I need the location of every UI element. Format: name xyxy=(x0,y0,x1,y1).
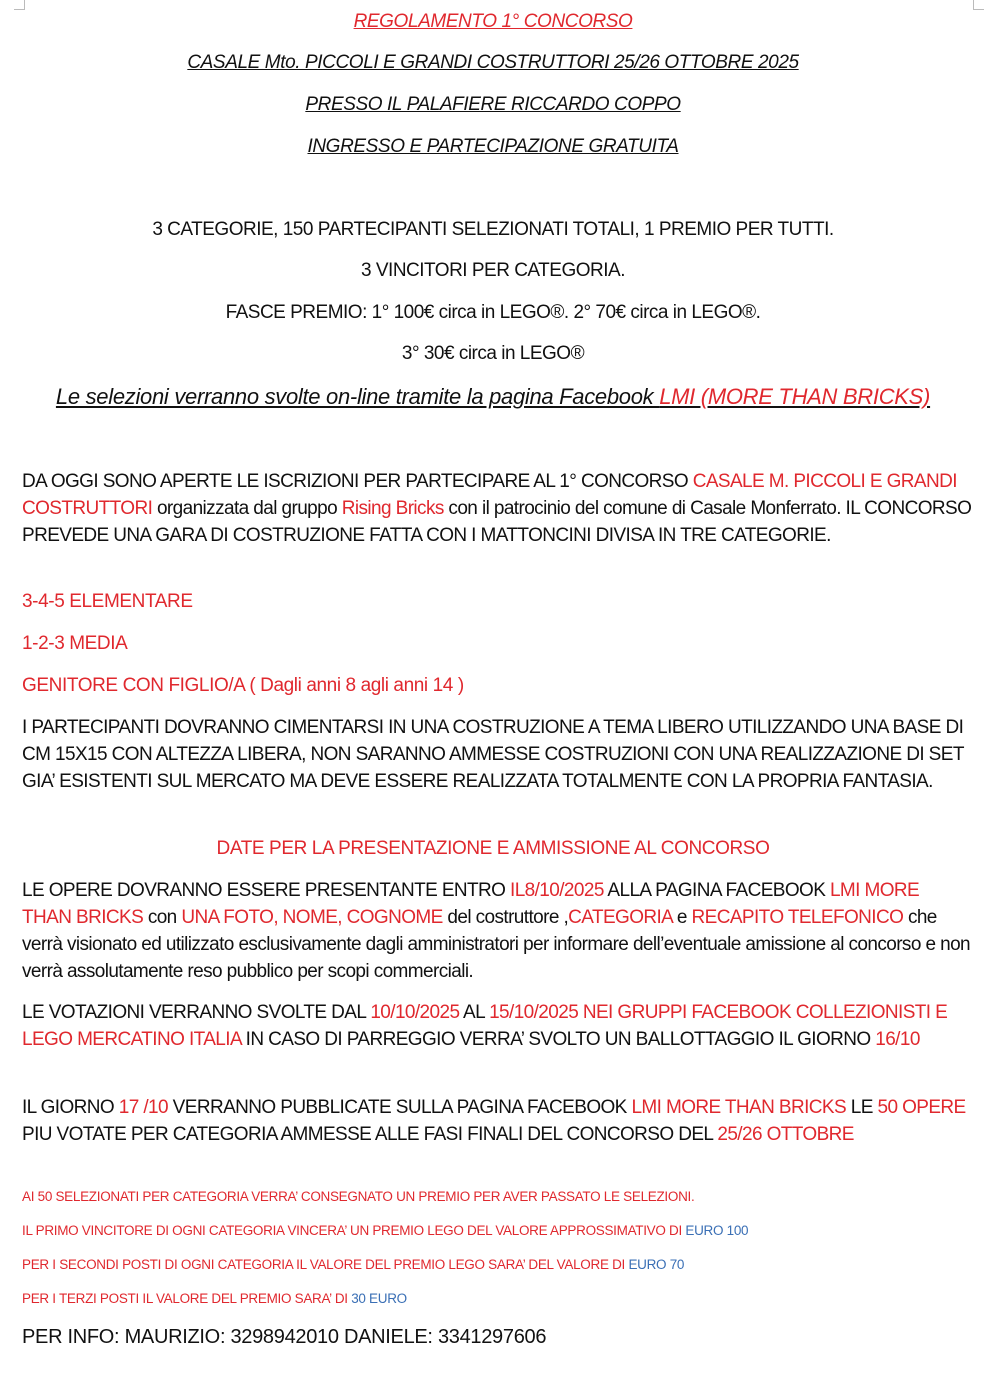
organizer-name: Rising Bricks xyxy=(341,498,444,519)
publication-text-2: VERRANNO PUBBLICATE SULLA PAGINA FACEBOOK xyxy=(168,1097,632,1118)
submission-paragraph xyxy=(22,877,972,985)
summary-prize-bands: FASCE PREMIO: 1° 100€ circa in LEGO®. 2° 70€ circa in LEGO®. xyxy=(225,302,761,323)
runoff-date: 16/10 xyxy=(875,1029,920,1050)
prize-third-text: PER I TERZI POSTI IL VALORE DEL PREMIO SARA’ DI xyxy=(22,1291,352,1306)
submission-page: LMI MORE THAN BRICKS xyxy=(22,880,920,928)
publication-text-4: PIU VOTATE PER CATEGORIA AMMESSE ALLE FASI FINALI DEL CONCORSO DEL xyxy=(22,1124,718,1145)
submission-deadline: IL8/10/2025 xyxy=(510,880,604,901)
submission-text-1: LE OPERE DOVRANNO ESSERE PRESENTANTE ENTRO xyxy=(22,880,511,901)
contact-info: PER INFO: MAURIZIO: 3298942010 DANIELE: 3341297606 xyxy=(22,1326,547,1348)
selections-note xyxy=(0,384,986,410)
voting-start-date: 10/10/2025 xyxy=(370,1002,460,1023)
submission-text-3: con xyxy=(143,907,182,928)
prize-first-line xyxy=(22,1223,748,1238)
submission-text-4: del costruttore , xyxy=(442,907,569,928)
document-title: REGOLAMENTO 1° CONCORSO xyxy=(353,11,633,32)
submission-text-2: ALLA PAGINA FACEBOOK xyxy=(603,880,830,901)
final-dates: 25/26 OTTOBRE xyxy=(717,1124,854,1145)
submission-phone: RECAPITO TELEFONICO xyxy=(691,907,904,928)
event-subtitle: CASALE Mto. PICCOLI E GRANDI COSTRUTTORI 25/26 OTTOBRE 2025 xyxy=(187,52,799,73)
category-parent-child: GENITORE CON FIGLIO/A ( Dagli anni 8 agli anni 14 ) xyxy=(22,675,464,696)
crop-mark-top-right xyxy=(973,0,984,10)
publication-page: LMI MORE THAN BRICKS xyxy=(631,1097,847,1118)
intro-paragraph xyxy=(22,468,972,549)
publication-text-3: LE xyxy=(846,1097,878,1118)
voting-text-2: AL xyxy=(459,1002,490,1023)
publication-paragraph xyxy=(22,1094,972,1148)
summary-categories: 3 CATEGORIE, 150 PARTECIPANTI SELEZIONATI TOTALI, 1 PREMIO PER TUTTI. xyxy=(152,219,834,240)
voting-text-3: IN CASO DI PARREGGIO VERRA’ SVOLTO UN BALLOTTAGGIO IL GIORNO xyxy=(240,1029,876,1050)
prize-selected-line: AI 50 SELEZIONATI PER CATEGORIA VERRA’ CONSEGNATO UN PREMIO PER AVER PASSATO LE SELEZIONI. xyxy=(22,1189,695,1204)
voting-end-and-groups: 15/10/2025 NEI GRUPPI FACEBOOK COLLEZIONISTI E LEGO MERCATINO ITALIA xyxy=(22,1002,948,1050)
voting-text-1: LE VOTAZIONI VERRANNO SVOLTE DAL xyxy=(22,1002,371,1023)
summary-winners: 3 VINCITORI PER CATEGORIA. xyxy=(361,260,625,281)
prize-third-line xyxy=(22,1291,407,1306)
crop-mark-top-left xyxy=(14,0,25,10)
prize-first-amount: EURO 100 xyxy=(685,1223,749,1238)
intro-text-3: con il patrocinio del comune di Casale Monferrato. IL CONCORSO PREVEDE UNA GARA DI COSTRUZIONE FATTA CON I MATTONCINI DIVISA IN TRE CATEGORIE. xyxy=(22,498,972,546)
submission-category: CATEGORIA xyxy=(568,907,673,928)
publication-text-1: IL GIORNO xyxy=(22,1097,119,1118)
voting-paragraph xyxy=(22,999,972,1053)
publication-date: 17 /10 xyxy=(118,1097,168,1118)
venue-line: PRESSO IL PALAFIERE RICCARDO COPPO xyxy=(305,94,681,115)
category-middle: 1-2-3 MEDIA xyxy=(22,633,128,654)
submission-text-6: che verrà visionato ed utilizzato esclusivamente dagli amministratori per informare dell’eventuale amissione al concorso e non verrà assolutamente reso pubblico per scopi commerciali. xyxy=(22,907,971,982)
prize-first-text: IL PRIMO VINCITORE DI OGNI CATEGORIA VINCERA’ UN PREMIO LEGO DEL VALORE APPROSSIMATIVO DI xyxy=(22,1223,686,1238)
prize-third-amount: 30 EURO xyxy=(351,1291,407,1306)
submission-required-info: UNA FOTO, NOME, COGNOME xyxy=(181,907,443,928)
publication-count: 50 OPERE xyxy=(877,1097,966,1118)
prize-second-text: PER I SECONDI POSTI DI OGNI CATEGORIA IL VALORE DEL PREMIO LEGO SARA’ DEL VALORE DI xyxy=(22,1257,629,1272)
submission-text-5: e xyxy=(672,907,692,928)
summary-third-prize: 3° 30€ circa in LEGO® xyxy=(401,343,585,364)
contest-name: CASALE M. PICCOLI E GRANDI COSTRUTTORI xyxy=(22,471,957,519)
rules-paragraph: I PARTECIPANTI DOVRANNO CIMENTARSI IN UNA COSTRUZIONE A TEMA LIBERO UTILIZZANDO UNA BASE DI CM 15X15 CON ALTEZZA LIBERA, NON SARANNO AMMESSE COSTRUZIONI CON UNA REALIZZAZIONE DI SET GIA’ ESISTENTI SUL MERCATO MA DEVE ESSERE REALIZZATA TOTALMENTE CON LA PROPRIA FANTASIA. xyxy=(22,717,964,792)
free-entry-line: INGRESSO E PARTECIPAZIONE GRATUITA xyxy=(307,136,679,157)
intro-text-2: organizzata dal gruppo xyxy=(152,498,342,519)
category-elementary: 3-4-5 ELEMENTARE xyxy=(22,591,193,612)
dates-heading: DATE PER LA PRESENTAZIONE E AMMISSIONE AL CONCORSO xyxy=(216,838,770,859)
intro-text-1: DA OGGI SONO APERTE LE ISCRIZIONI PER PARTECIPARE AL 1° CONCORSO xyxy=(22,471,693,492)
prize-second-amount: EURO 70 xyxy=(628,1257,685,1272)
prize-second-line xyxy=(22,1257,684,1272)
facebook-page-name: LMI (MORE THAN BRICKS) xyxy=(659,384,931,409)
selections-text: Le selezioni verranno svolte on-line tramite la pagina Facebook xyxy=(55,384,660,409)
